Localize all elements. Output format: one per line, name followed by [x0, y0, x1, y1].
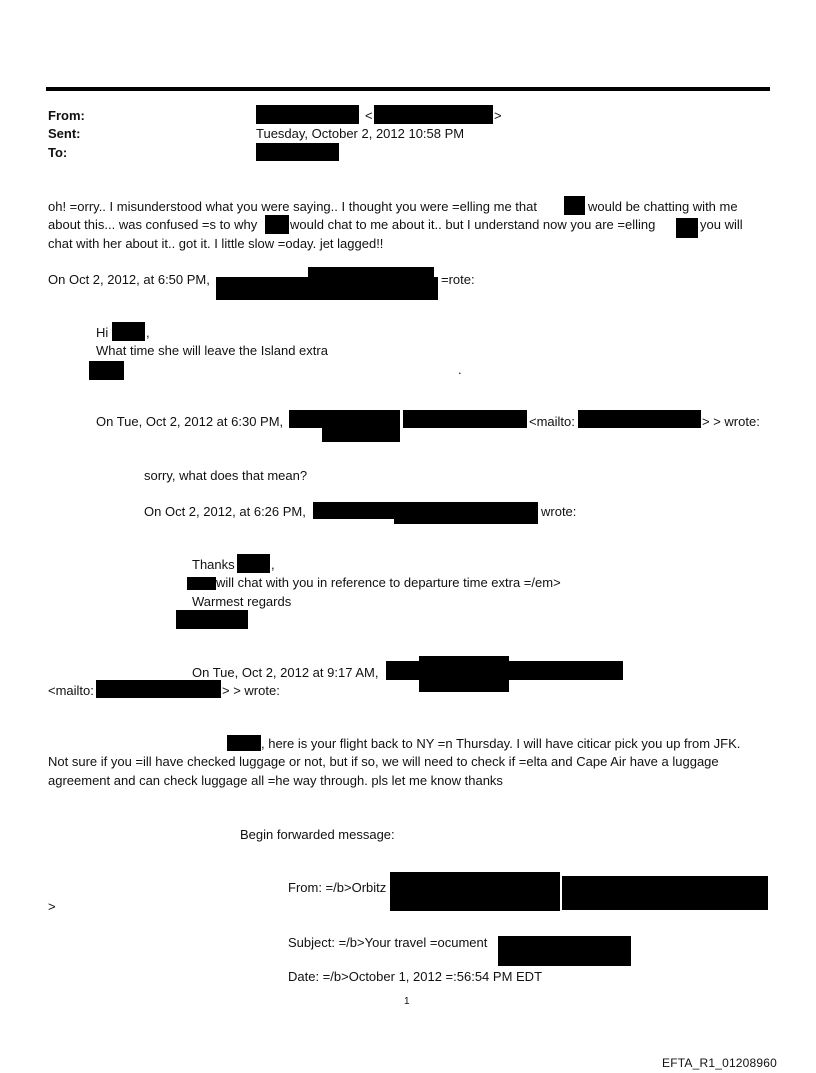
to-label: To: — [48, 145, 68, 160]
redaction-fwd-subject — [498, 936, 631, 966]
redaction-flight — [227, 735, 261, 751]
redaction-fwd-from-a — [390, 872, 560, 911]
warmest-text: Warmest regards — [192, 594, 292, 609]
from-label: From: — [48, 108, 85, 123]
redaction-fwd-from-b — [562, 876, 768, 910]
from-gt: > — [494, 108, 502, 123]
redaction-q3-b — [394, 502, 538, 524]
quote-header-2-mailto: <mailto: — [529, 414, 575, 429]
redaction-will-chat — [187, 577, 216, 590]
redaction-what-time — [89, 361, 124, 380]
redaction-p1-3 — [676, 218, 698, 238]
redaction-q1-b — [308, 267, 434, 279]
body-line-2a: about this... was confused =s to why — [48, 217, 258, 232]
footer-document-id: EFTA_R1_01208960 — [662, 1056, 778, 1070]
body-line-1a: oh! =orry.. I misunderstood what you were saying.. I thought you were =elling me that — [48, 199, 537, 214]
header-rule — [46, 87, 770, 91]
quote-header-2-end: > > wrote: — [702, 414, 760, 429]
flight-line-3: agreement and can check luggage all =he way through. pls let me know thanks — [48, 773, 503, 788]
quote-header-1b: =rote: — [441, 272, 475, 287]
hi-text: Hi — [96, 325, 109, 340]
body-line-2c: you will — [700, 217, 743, 232]
flight-line-2: Not sure if you =ill have checked luggage or not, but if so, we will need to check if =elta and Cape Air have a luggage — [48, 754, 719, 769]
fwd-from: From: =/b>Orbitz — [288, 880, 387, 895]
redaction-signature — [176, 610, 248, 629]
hi-comma: , — [146, 325, 150, 340]
fwd-date: Date: =/b>October 1, 2012 =:56:54 PM EDT — [288, 969, 543, 984]
quote-header-3a: On Oct 2, 2012, at 6:26 PM, — [144, 504, 306, 519]
redaction-p1-2 — [265, 215, 289, 234]
sent-label: Sent: — [48, 126, 81, 141]
quote-header-3b: wrote: — [541, 504, 577, 519]
quote-header-4-end: > > wrote: — [222, 683, 280, 698]
flight-line-1: , here is your flight back to NY =n Thursday. I will have citicar pick you up from JFK. — [261, 736, 741, 751]
redaction-q2-c — [403, 410, 527, 428]
quote-header-1a: On Oct 2, 2012, at 6:50 PM, — [48, 272, 210, 287]
redaction-from-name — [256, 105, 359, 124]
thanks-comma: , — [271, 557, 275, 572]
redaction-q2-d — [578, 410, 701, 428]
will-chat-text: will chat with you in reference to departure time extra =/em> — [216, 575, 561, 590]
redaction-to — [256, 143, 339, 161]
redaction-q4-c — [96, 680, 221, 698]
redaction-q1-a — [216, 277, 438, 300]
body-line-3: chat with her about it.. got it. I little slow =oday. jet lagged!! — [48, 236, 384, 251]
redaction-thanks — [237, 554, 270, 573]
quote-header-2a: On Tue, Oct 2, 2012 at 6:30 PM, — [96, 414, 284, 429]
from-lt: < — [365, 108, 373, 123]
sorry-text: sorry, what does that mean? — [144, 468, 308, 483]
redaction-hi — [112, 322, 145, 341]
sent-value: Tuesday, October 2, 2012 10:58 PM — [256, 126, 465, 141]
thanks-text: Thanks — [192, 557, 235, 572]
redaction-q2-b — [322, 410, 400, 442]
fwd-subject: Subject: =/b>Your travel =ocument — [288, 935, 488, 950]
quote-header-4-mailto: <mailto: — [48, 683, 94, 698]
fwd-gt: > — [48, 899, 56, 914]
quote-header-4a: On Tue, Oct 2, 2012 at 9:17 AM, — [192, 665, 379, 680]
stray-dot: . — [458, 362, 462, 377]
body-line-1b: would be chatting with me — [588, 199, 738, 214]
redaction-p1-1 — [564, 196, 585, 215]
redaction-from-email — [374, 105, 493, 124]
begin-forwarded: Begin forwarded message: — [240, 827, 395, 842]
redaction-q4-b — [419, 656, 509, 692]
page-number: 1 — [404, 996, 410, 1007]
body-line-2b: would chat to me about it.. but I understand now you are =elling — [290, 217, 656, 232]
what-time-text: What time she will leave the Island extra — [96, 343, 328, 358]
